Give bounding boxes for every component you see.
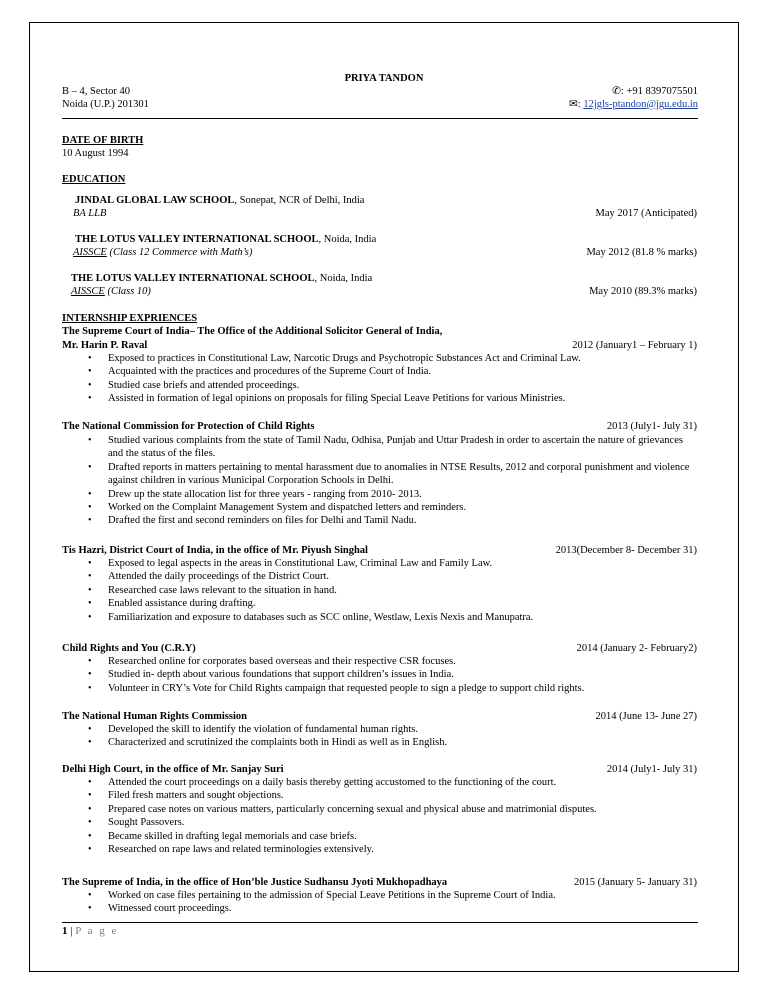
email-contact [569, 98, 698, 111]
phone-number: : +91 8397075501 [620, 86, 698, 97]
candidate-name: PRIYA TANDON [344, 73, 424, 84]
education-degree-1: BA LLB [73, 208, 107, 219]
list-item: • Drew up the state allocation list for three years - ranging from 2010- 2013. [88, 488, 700, 501]
dob-value: 10 August 1994 [62, 148, 129, 159]
address-line-2: Noida (U.P.) 201301 [62, 99, 149, 110]
internship-title-2: The National Commission for Protection of Child Rights [62, 421, 315, 432]
list-item: • Studied various complaints from the state of Tamil Nadu, Odhisa, Punjab and Uttar Pradesh in order to ascertain the nature of grievances and the status of the files. [88, 434, 700, 461]
list-item: • Became skilled in drafting legal memorials and case briefs. [88, 830, 700, 843]
list-item: • Attended the court proceedings on a daily basis thereby getting accustomed to the functioning of the court. [88, 776, 700, 789]
internship-bullets-6 [88, 776, 700, 856]
internship-title-5: The National Human Rights Commission [62, 711, 247, 722]
list-item: • Worked on the Complaint Management System and dispatched letters and reminders. [88, 501, 700, 514]
address-line-1: B – 4, Sector 40 [62, 86, 130, 97]
internship-title-4: Child Rights and You (C.R.Y) [62, 643, 196, 654]
header-divider [62, 118, 698, 119]
education-institution-1: JINDAL GLOBAL LAW SCHOOL, Sonepat, NCR of Delhi, India [75, 195, 365, 206]
internship-date-2: 2013 (July1- July 31) [606, 421, 697, 432]
list-item: • Witnessed court proceedings. [88, 902, 700, 915]
phone-icon: ✆ [612, 86, 621, 97]
internship-date-5: 2014 (June 13- June 27) [595, 711, 697, 722]
education-date-1: May 2017 (Anticipated) [595, 208, 697, 219]
internships-heading: INTERNSHIP EXPRIENCES [62, 313, 198, 324]
education-heading: EDUCATION [62, 174, 126, 185]
internship-date-7: 2015 (January 5- January 31) [573, 877, 697, 888]
internship-title-3: Tis Hazri, District Court of India, in the office of Mr. Piyush Singhal [62, 545, 368, 556]
list-item: • Acquainted with the practices and procedures of the Supreme Court of India. [88, 365, 700, 378]
internship-bullets-5 [88, 723, 700, 750]
internship-title-6: Delhi High Court, in the office of Mr. Sanjay Suri [62, 764, 284, 775]
list-item: • Studied in- depth about various foundations that support children’s issues in India. [88, 668, 700, 681]
internship-date-3: 2013(December 8- December 31) [555, 545, 697, 556]
list-item: • Studied case briefs and attended proceedings. [88, 379, 700, 392]
internship-date-6: 2014 (July1- July 31) [606, 764, 697, 775]
internship-bullets-7 [88, 889, 700, 916]
education-date-3: May 2010 (89.3% marks) [589, 286, 697, 297]
email-link[interactable]: 12jgls-ptandon@jgu.edu.in [583, 99, 698, 110]
internship-date-1: 2012 (January1 – February 1) [572, 340, 697, 351]
internship-title-7: The Supreme of India, in the office of Hon’ble Justice Sudhansu Jyoti Mukhopadhaya [62, 877, 448, 888]
list-item: • Drafted reports in matters pertaining to mental harassment due to anomalies in NTSE Results, 2012 and corporal punishment and violence against children in various Municipal Corporation Schools in Delhi. [88, 461, 700, 488]
internship-title-1: The Supreme Court of India– The Office of the Additional Solicitor General of India, [62, 326, 443, 337]
list-item: • Drafted the first and second reminders on files for Delhi and Tamil Nadu. [88, 514, 700, 527]
list-item: • Researched online for corporates based overseas and their respective CSR focuses. [88, 655, 700, 668]
list-item: • Developed the skill to identify the violation of fundamental human rights. [88, 723, 700, 736]
education-degree-2: AISSCE (Class 12 Commerce with Math’s) [73, 247, 253, 258]
list-item: • Researched on rape laws and related terminologies extensively. [88, 843, 700, 856]
page-number: 1 | P a g e [62, 925, 119, 937]
email-icon: ✉ [568, 99, 578, 110]
phone-contact [612, 85, 698, 98]
list-item: • Filed fresh matters and sought objections. [88, 789, 700, 802]
list-item: • Enabled assistance during drafting. [88, 597, 700, 610]
education-institution-3: THE LOTUS VALLEY INTERNATIONAL SCHOOL, Noida, India [71, 273, 373, 284]
internship-bullets-3 [88, 557, 700, 624]
list-item: • Prepared case notes on various matters, particularly concerning sexual and physical abuse and matrimonial disputes. [88, 803, 700, 816]
internship-bullets-2 [88, 434, 700, 528]
internship-bullets-4 [88, 655, 700, 695]
footer-divider [62, 922, 698, 923]
education-institution-2: THE LOTUS VALLEY INTERNATIONAL SCHOOL, Noida, India [75, 234, 377, 245]
list-item: • Characterized and scrutinized the complaints both in Hindi as well as in English. [88, 736, 700, 749]
list-item: • Exposed to practices in Constitutional Law, Narcotic Drugs and Psychotropic Substances Act and Criminal Law. [88, 352, 700, 365]
list-item: • Attended the daily proceedings of the District Court. [88, 570, 700, 583]
list-item: • Familiarization and exposure to databases such as SCC online, Westlaw, Lexis Nexis and Manupatra. [88, 611, 700, 624]
list-item: • Volunteer in CRY’s Vote for Child Rights campaign that requested people to sign a pledge to support child rights. [88, 682, 700, 695]
list-item: • Assisted in formation of legal opinions on proposals for filing Special Leave Petitions for various Ministries. [88, 392, 700, 405]
internship-date-4: 2014 (January 2- February2) [576, 643, 697, 654]
dob-heading: DATE OF BIRTH [62, 135, 144, 146]
email-prefix: : [577, 99, 584, 110]
internship-subtitle-1: Mr. Harin P. Raval [62, 340, 148, 351]
list-item: • Worked on case files pertaining to the admission of Special Leave Petitions in the Supreme Court of India. [88, 889, 700, 902]
list-item: • Researched case laws relevant to the situation in hand. [88, 584, 700, 597]
list-item: • Exposed to legal aspects in the areas in Constitutional Law, Criminal Law and Family Law. [88, 557, 700, 570]
internship-bullets-1 [88, 352, 700, 406]
education-date-2: May 2012 (81.8 % marks) [586, 247, 697, 258]
list-item: • Sought Passovers. [88, 816, 700, 829]
education-degree-3: AISSCE (Class 10) [71, 286, 151, 297]
